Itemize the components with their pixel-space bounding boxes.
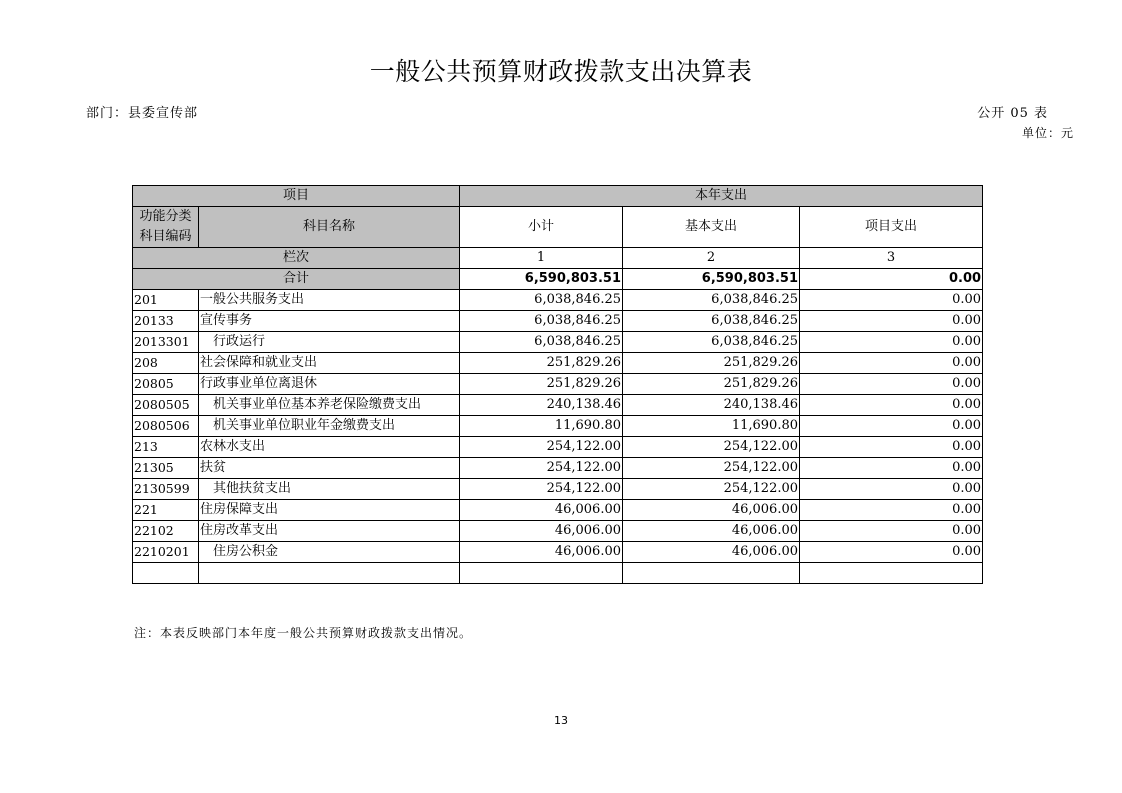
row-subtotal: 254,122.00 [460,479,623,500]
row-subtotal: 251,829.26 [460,374,623,395]
total-row [133,269,983,290]
row-subtotal: 254,122.00 [460,458,623,479]
header-func-class-line2: 科目编码 [139,229,192,244]
department-label: 部门：县委宣传部 [86,106,199,121]
column-index-3: 3 [800,248,983,269]
table-row [133,521,983,542]
row-subtotal: 11,690.80 [460,416,623,437]
empty-row [133,563,983,584]
row-basic: 251,829.26 [623,353,800,374]
table-row [133,458,983,479]
total-subtotal: 6,590,803.51 [460,269,623,290]
row-subtotal: 240,138.46 [460,395,623,416]
row-name: 行政事业单位离退休 [199,374,460,395]
row-name: 扶贫 [199,458,460,479]
column-index-row [133,248,983,269]
table-row [133,542,983,563]
page-number: 13 [554,714,568,727]
row-basic: 6,038,846.25 [623,290,800,311]
row-name: 农林水支出 [199,437,460,458]
row-basic: 11,690.80 [623,416,800,437]
header-basic-expense: 基本支出 [623,207,800,248]
row-code: 20805 [133,374,199,395]
row-project: 0.00 [800,437,983,458]
table-row [133,500,983,521]
empty-cell [800,563,983,584]
row-code: 2130599 [133,479,199,500]
row-code: 21305 [133,458,199,479]
row-basic: 46,006.00 [623,500,800,521]
row-basic: 6,038,846.25 [623,311,800,332]
header-current-year-expense: 本年支出 [460,186,983,207]
header-row-2 [133,207,983,248]
row-code: 2080505 [133,395,199,416]
row-basic: 6,038,846.25 [623,332,800,353]
row-code: 2210201 [133,542,199,563]
row-code: 2013301 [133,332,199,353]
row-project: 0.00 [800,374,983,395]
row-name: 宣传事务 [199,311,460,332]
row-project: 0.00 [800,521,983,542]
row-name: 行政运行 [199,332,460,353]
row-code: 20133 [133,311,199,332]
header-subject-name: 科目名称 [199,207,460,248]
column-index-label: 栏次 [133,248,460,269]
row-name: 其他扶贫支出 [199,479,460,500]
column-index-2: 2 [623,248,800,269]
total-label: 合计 [133,269,460,290]
header-project-expense: 项目支出 [800,207,983,248]
table-row [133,395,983,416]
empty-cell [623,563,800,584]
row-project: 0.00 [800,458,983,479]
page-title: 一般公共预算财政拨款支出决算表 [369,57,753,86]
row-project: 0.00 [800,311,983,332]
row-name: 社会保障和就业支出 [199,353,460,374]
row-name: 住房公积金 [199,542,460,563]
row-code: 22102 [133,521,199,542]
table-row [133,437,983,458]
row-project: 0.00 [800,353,983,374]
row-subtotal: 46,006.00 [460,521,623,542]
row-basic: 240,138.46 [623,395,800,416]
row-project: 0.00 [800,332,983,353]
header-project: 项目 [133,186,460,207]
row-project: 0.00 [800,479,983,500]
expense-table [132,185,983,584]
unit-label: 单位：元 [1021,126,1074,140]
row-name: 机关事业单位基本养老保险缴费支出 [199,395,460,416]
row-project: 0.00 [800,290,983,311]
row-name: 住房保障支出 [199,500,460,521]
row-subtotal: 6,038,846.25 [460,311,623,332]
row-name: 一般公共服务支出 [199,290,460,311]
row-project: 0.00 [800,542,983,563]
row-subtotal: 6,038,846.25 [460,332,623,353]
row-name: 机关事业单位职业年金缴费支出 [199,416,460,437]
empty-cell [133,563,199,584]
header-func-class-line1: 功能分类 [139,209,192,224]
row-subtotal: 46,006.00 [460,542,623,563]
row-code: 208 [133,353,199,374]
row-project: 0.00 [800,416,983,437]
row-code: 213 [133,437,199,458]
total-project: 0.00 [800,269,983,290]
table-row [133,479,983,500]
table-row [133,374,983,395]
row-code: 2080506 [133,416,199,437]
total-basic: 6,590,803.51 [623,269,800,290]
header-func-class [133,207,199,248]
row-code: 221 [133,500,199,521]
table-row [133,290,983,311]
column-index-1: 1 [460,248,623,269]
table-row [133,311,983,332]
row-project: 0.00 [800,395,983,416]
header-subtotal: 小计 [460,207,623,248]
footnote: 注：本表反映部门本年度一般公共预算财政拨款支出情况。 [134,626,473,640]
row-name: 住房改革支出 [199,521,460,542]
row-subtotal: 46,006.00 [460,500,623,521]
row-subtotal: 251,829.26 [460,353,623,374]
empty-cell [460,563,623,584]
row-subtotal: 254,122.00 [460,437,623,458]
row-basic: 251,829.26 [623,374,800,395]
row-code: 201 [133,290,199,311]
row-subtotal: 6,038,846.25 [460,290,623,311]
table-row [133,332,983,353]
row-basic: 254,122.00 [623,458,800,479]
row-basic: 254,122.00 [623,479,800,500]
row-basic: 46,006.00 [623,521,800,542]
row-basic: 254,122.00 [623,437,800,458]
header-row-1 [133,186,983,207]
empty-cell [199,563,460,584]
table-row [133,353,983,374]
row-basic: 46,006.00 [623,542,800,563]
form-number: 公开 05 表 [977,106,1048,121]
row-project: 0.00 [800,500,983,521]
table-row [133,416,983,437]
